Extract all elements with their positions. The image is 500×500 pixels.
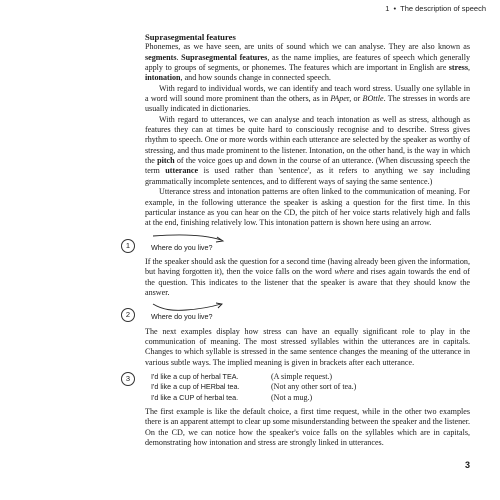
paragraph-2: With regard to individual words, we can identify and teach word stress. Usually one syllable in a word will sound more prominent than the others, as in PAper, or BOttle. The stresses in words are usually indicated in dictionaries. — [145, 83, 470, 114]
example-marker-1: 1 — [121, 239, 135, 253]
utterance: I'd like a cup of herbal TEA. — [151, 371, 239, 381]
paragraph-6: The next examples display how stress can have an equally significant role to play in the communication of meaning. The most stressed syllables within the utterances are in capitals. Changes to which syllable is stressed in the same sentence changes the meaning of the utterance in various subtle ways. The implied meaning is given in brackets after each utterance. — [145, 326, 470, 367]
falling-intonation-arrow-icon — [151, 233, 231, 243]
paragraph-3: With regard to utterances, we can analyse and teach intonation as well as stress, although as features they can at times be quite hard to consciously recognise and to describe. Stress gives rhythm to speech. One or more words within each utterance are selected by the speaker as worthy of stressing, and thus made prominent to the listener. Intonation, on the other hand, is the way in which the pitch of the voice goes up and down in the course of an utterance. (When discussing speech the term utterance is used rather than 'sentence', as it refers to anything we say including grammatically incomplete sentences, and to different ways of saying the same sentence.) — [145, 114, 470, 186]
header-separator: • — [393, 4, 397, 13]
example-marker-2: 2 — [121, 308, 135, 322]
paragraph-1: Phonemes, as we have seen, are units of sound which we can analyse. They are also known as segments. Suprasegmental features, as the name implies, are features of speech which generally apply to groups of segments, or phonemes. The features which are important in English are stress, intonation, and how sounds change in connected speech. — [145, 42, 471, 83]
fall-rise-intonation-arrow-icon — [151, 302, 231, 312]
example-2 — [125, 302, 470, 322]
chapter-title: The description of speech — [400, 4, 486, 13]
example-1-text: Where do you live? — [151, 242, 213, 252]
example-2-text: Where do you live? — [151, 312, 213, 322]
utterance: I'd like a cup of HERbal tea. — [151, 382, 240, 392]
paragraph-4: Utterance stress and intonation patterns are often linked to the communication of meaning. For example, in the following utterance the speaker is asking a question for the first time. In this particular instance as you can hear on the CD, the pitch of her voice starts relatively high and falls at the end, finishing relatively low. This intonation pattern is shown here using an arrow. — [145, 187, 470, 228]
section-title: Suprasegmental features — [145, 32, 236, 42]
example-3 — [125, 371, 470, 403]
implied-meaning: (Not a mug.) — [271, 392, 313, 402]
stress-examples-table — [151, 372, 470, 403]
paragraph-5: If the speaker should ask the question for a second time (having already been given the information, but having forgotten it), then the voice falls on the word where and rises again towards the end of the question. This indicates to the listener that the speaker is aware that they should know the answer. — [145, 256, 470, 297]
implied-meaning: (A simple request.) — [271, 371, 333, 381]
chapter-number: 1 — [385, 4, 390, 13]
example-1 — [125, 233, 470, 253]
implied-meaning: (Not any other sort of tea.) — [271, 382, 357, 392]
running-header — [385, 4, 486, 13]
utterance: I'd like a CUP of herbal tea. — [151, 392, 239, 402]
example-marker-3: 3 — [121, 372, 135, 386]
page-number: 3 — [464, 460, 470, 470]
paragraph-7: The first example is like the default choice, a first time request, while in the other two examples there is an apparent attempt to clear up some misunderstanding between the speaker and the listener. On the CD, we can notice how the speaker's voice falls on the syllables which are in capitals, demonstrating how intonation and stress are strongly linked in utterances. — [145, 407, 470, 448]
main-text-column — [125, 32, 471, 448]
